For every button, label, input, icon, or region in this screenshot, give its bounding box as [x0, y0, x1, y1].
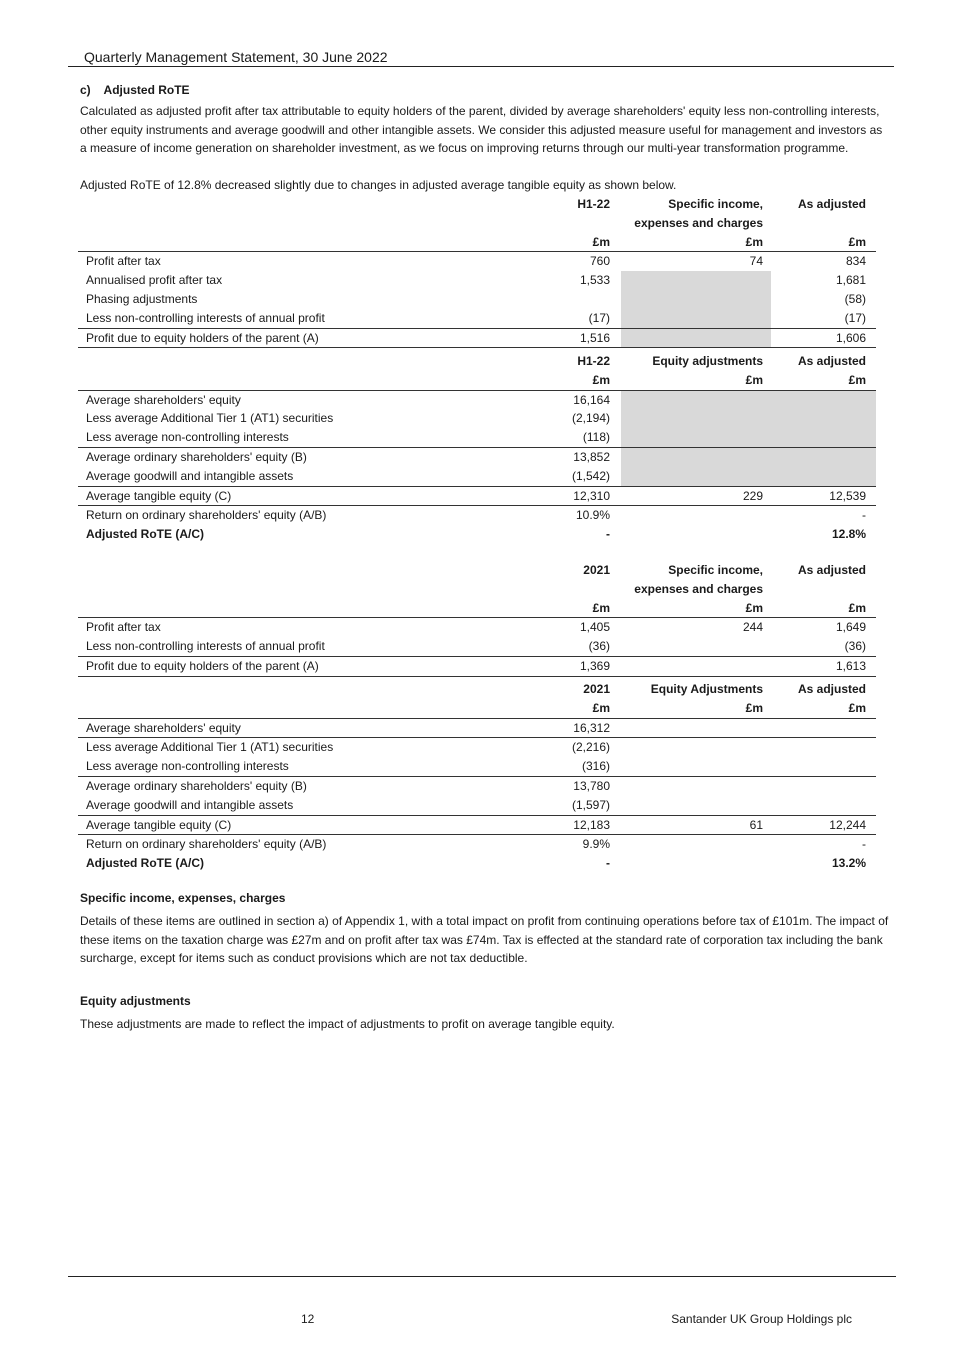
cell-value: 1,606 [835, 330, 866, 345]
row-label: Adjusted RoTE (A/C) [86, 527, 204, 542]
cell-value: 12.8% [831, 527, 866, 542]
column-header: £m [745, 234, 763, 249]
column-header: Specific income, [668, 197, 763, 211]
cell-value [771, 448, 876, 467]
table-h1-22-equity [78, 352, 876, 544]
cell-value: - [862, 508, 866, 523]
column-header [548, 214, 610, 233]
table-header-row [78, 699, 876, 718]
cell-value: (1,542) [571, 468, 610, 483]
section-paragraph: Calculated as adjusted profit after tax attributable to equity holders of the parent, divided by average shareholders' equity less non-controlling interests, other equity instruments and average goodwill and other intangible assets. We consider this adjusted measure useful for management and investors as a measure of income generation on shareholder investment, as we focus on improving returns through our multi-year transformation programme. [80, 104, 883, 156]
footer-rule [68, 1276, 896, 1277]
column-header: £m [592, 372, 610, 387]
cell-value: 16,164 [573, 392, 610, 407]
column-header: £m [848, 700, 866, 715]
table-header-row [78, 371, 876, 390]
specific-text: Details of these items are outlined in section a) of Appendix 1, with a total impact on profit from continuing operations before tax of £101m. The impact of these items on the taxation charge was £27m and on profit after tax was £74m. Tax is effected at the standard rate of corporation tax including the bank surcharge, except for items such as conduct provisions which are not tax deductible. [80, 914, 889, 966]
cell-value: 12,183 [573, 817, 610, 832]
page-number: 12 [301, 1312, 315, 1326]
cell-value: (118) [582, 430, 610, 445]
table-row [78, 486, 876, 506]
cell-value: - [606, 527, 610, 542]
cell-value: (36) [844, 639, 866, 654]
specific-heading: Specific income, expenses, charges [80, 891, 286, 905]
table-header-row [78, 561, 876, 580]
cell-value: 16,312 [573, 720, 610, 735]
cell-value: (17) [844, 310, 866, 325]
row-label: Annualised profit after tax [86, 273, 223, 288]
column-header [548, 580, 610, 599]
row-label: Average ordinary shareholders' equity (B) [86, 778, 307, 793]
table-row [78, 505, 876, 525]
row-label: Profit due to equity holders of the parent (A) [86, 658, 319, 673]
cell-value [771, 428, 876, 447]
cell-value [771, 738, 866, 757]
cell-value: (1,597) [571, 797, 610, 812]
company-name: Santander UK Group Holdings plc [671, 1312, 852, 1326]
cell-value [771, 409, 876, 428]
table-row [78, 854, 876, 873]
row-label: Profit after tax [86, 620, 161, 635]
cell-value: 244 [742, 620, 763, 635]
table-header-row [78, 599, 876, 618]
table-header-row [78, 195, 876, 214]
cell-value: 1,516 [579, 330, 610, 345]
cell-value: (316) [581, 759, 610, 774]
row-label: Average tangible equity (C) [86, 488, 232, 503]
column-header: £m [848, 600, 866, 615]
cell-value [621, 719, 763, 738]
table-row [78, 737, 876, 757]
cell-value [621, 448, 771, 467]
cell-value [621, 391, 771, 410]
row-label: Less average Additional Tier 1 (AT1) securities [86, 411, 334, 426]
cell-value [771, 796, 866, 815]
cell-value [621, 835, 763, 854]
column-header: Specific income, [668, 563, 763, 577]
cell-value [621, 309, 771, 328]
column-header: £m [745, 700, 763, 715]
table-2021-equity [78, 680, 876, 873]
cell-value: (58) [844, 291, 866, 306]
table-bottom-rule [78, 347, 876, 348]
table-row [78, 815, 876, 835]
row-label: Less non-controlling interests of annual profit [86, 310, 325, 325]
cell-value: 1,649 [835, 620, 866, 635]
cell-value: 229 [742, 488, 763, 503]
table-row [78, 637, 876, 656]
table-row [78, 251, 876, 271]
column-header: As adjusted [797, 682, 866, 696]
table-row [78, 617, 876, 637]
cell-value: 13,852 [573, 449, 610, 464]
column-header: expenses and charges [634, 215, 763, 230]
column-header: £m [592, 700, 610, 715]
cell-value: (17) [588, 310, 610, 325]
cell-value: 12,539 [829, 488, 866, 503]
cell-value [548, 290, 610, 309]
cell-value: 834 [845, 254, 866, 269]
column-header: Equity adjustments [652, 354, 763, 368]
row-label: Average shareholders' equity [86, 392, 241, 407]
cell-value: 12,244 [829, 817, 866, 832]
cell-value [621, 290, 771, 309]
cell-value [621, 757, 763, 776]
row-label: Average goodwill and intangible assets [86, 468, 294, 483]
column-header: expenses and charges [634, 581, 763, 596]
table-row [78, 656, 876, 676]
cell-value: 13.2% [831, 856, 866, 871]
column-header [771, 580, 866, 599]
column-header: £m [848, 372, 866, 387]
column-header: £m [745, 372, 763, 387]
table-row [78, 290, 876, 309]
cell-value [771, 391, 876, 410]
column-header: H1-22 [577, 197, 610, 211]
table-header-row [78, 352, 876, 371]
cell-value [621, 637, 763, 656]
cell-value [621, 854, 763, 873]
table-row [78, 390, 876, 410]
cell-value [621, 506, 763, 525]
cell-value: 760 [589, 254, 610, 269]
cell-value [621, 525, 763, 544]
cell-value: - [862, 837, 866, 852]
header-rule [68, 66, 894, 67]
row-label: Profit due to equity holders of the parent (A) [86, 330, 319, 345]
row-label: Average ordinary shareholders' equity (B) [86, 449, 307, 464]
table-row [78, 757, 876, 776]
section-heading: c) Adjusted RoTE [80, 83, 190, 97]
table-row [78, 271, 876, 290]
cell-value: 1,613 [835, 658, 866, 673]
cell-value [621, 409, 771, 428]
row-label: Return on ordinary shareholders' equity (A/B) [86, 837, 327, 852]
cell-value: 1,681 [835, 273, 866, 288]
cell-value: (2,216) [571, 740, 610, 755]
column-header: £m [848, 234, 866, 249]
table-row [78, 428, 876, 447]
cell-value: - [606, 856, 610, 871]
table-row [78, 525, 876, 544]
cell-value: 13,780 [573, 778, 610, 793]
column-header: £m [592, 600, 610, 615]
row-label: Less non-controlling interests of annual profit [86, 639, 325, 654]
cell-value [771, 719, 866, 738]
cell-value: 12,310 [573, 488, 610, 503]
row-label: Less average Additional Tier 1 (AT1) securities [86, 740, 334, 755]
cell-value: 1,533 [579, 273, 610, 288]
table-row [78, 447, 876, 467]
column-header: 2021 [583, 682, 610, 696]
cell-value: 9.9% [582, 837, 610, 852]
table-row [78, 467, 876, 486]
row-label: Less average non-controlling interests [86, 759, 289, 774]
cell-value: 10.9% [575, 508, 610, 523]
table-row [78, 796, 876, 815]
column-header [771, 214, 866, 233]
cell-value [771, 777, 866, 796]
row-label: Average tangible equity (C) [86, 817, 232, 832]
table-bottom-rule [78, 676, 876, 677]
table-row [78, 409, 876, 428]
cell-value: (36) [588, 639, 610, 654]
row-label: Adjusted RoTE (A/C) [86, 856, 204, 871]
column-header: £m [745, 600, 763, 615]
row-label: Average goodwill and intangible assets [86, 797, 294, 812]
cell-value: 1,369 [579, 658, 610, 673]
table-header-row [78, 233, 876, 252]
cell-value [621, 777, 763, 796]
cell-value: 74 [749, 254, 763, 269]
table-header-row [78, 680, 876, 699]
equity-heading: Equity adjustments [80, 994, 191, 1008]
row-label: Less average non-controlling interests [86, 430, 289, 445]
row-label: Profit after tax [86, 254, 161, 269]
table-row [78, 328, 876, 348]
table-row [78, 834, 876, 854]
column-header: As adjusted [797, 563, 866, 577]
document-header-title: Quarterly Management Statement, 30 June 2022 [84, 49, 388, 65]
cell-value [621, 428, 771, 447]
table-header-row [78, 214, 876, 233]
cell-value: 61 [749, 817, 763, 832]
column-header: £m [592, 234, 610, 249]
column-header: H1-22 [577, 354, 610, 368]
row-label: Return on ordinary shareholders' equity (A/B) [86, 508, 327, 523]
column-header: As adjusted [797, 197, 866, 211]
table-row [78, 309, 876, 328]
cell-value [621, 467, 771, 486]
cell-value [621, 657, 763, 676]
table-h1-22-profit [78, 195, 876, 348]
cell-value [621, 796, 763, 815]
section-summary: Adjusted RoTE of 12.8% decreased slightly due to changes in adjusted average tangible equity as shown below. [80, 178, 677, 192]
row-label: Phasing adjustments [86, 291, 198, 306]
cell-value [621, 271, 771, 290]
cell-value: 1,405 [579, 620, 610, 635]
cell-value: (2,194) [571, 411, 610, 426]
column-header: 2021 [583, 563, 610, 577]
equity-text: These adjustments are made to reflect the impact of adjustments to profit on average tangible equity. [80, 1017, 615, 1031]
cell-value [621, 738, 763, 757]
cell-value [771, 467, 876, 486]
cell-value [771, 757, 866, 776]
column-header: Equity Adjustments [650, 682, 763, 696]
table-row [78, 776, 876, 796]
column-header: As adjusted [797, 354, 866, 368]
table-header-row [78, 580, 876, 599]
table-row [78, 718, 876, 738]
table-2021-profit [78, 561, 876, 677]
row-label: Average shareholders' equity [86, 720, 241, 735]
cell-value [621, 329, 771, 348]
